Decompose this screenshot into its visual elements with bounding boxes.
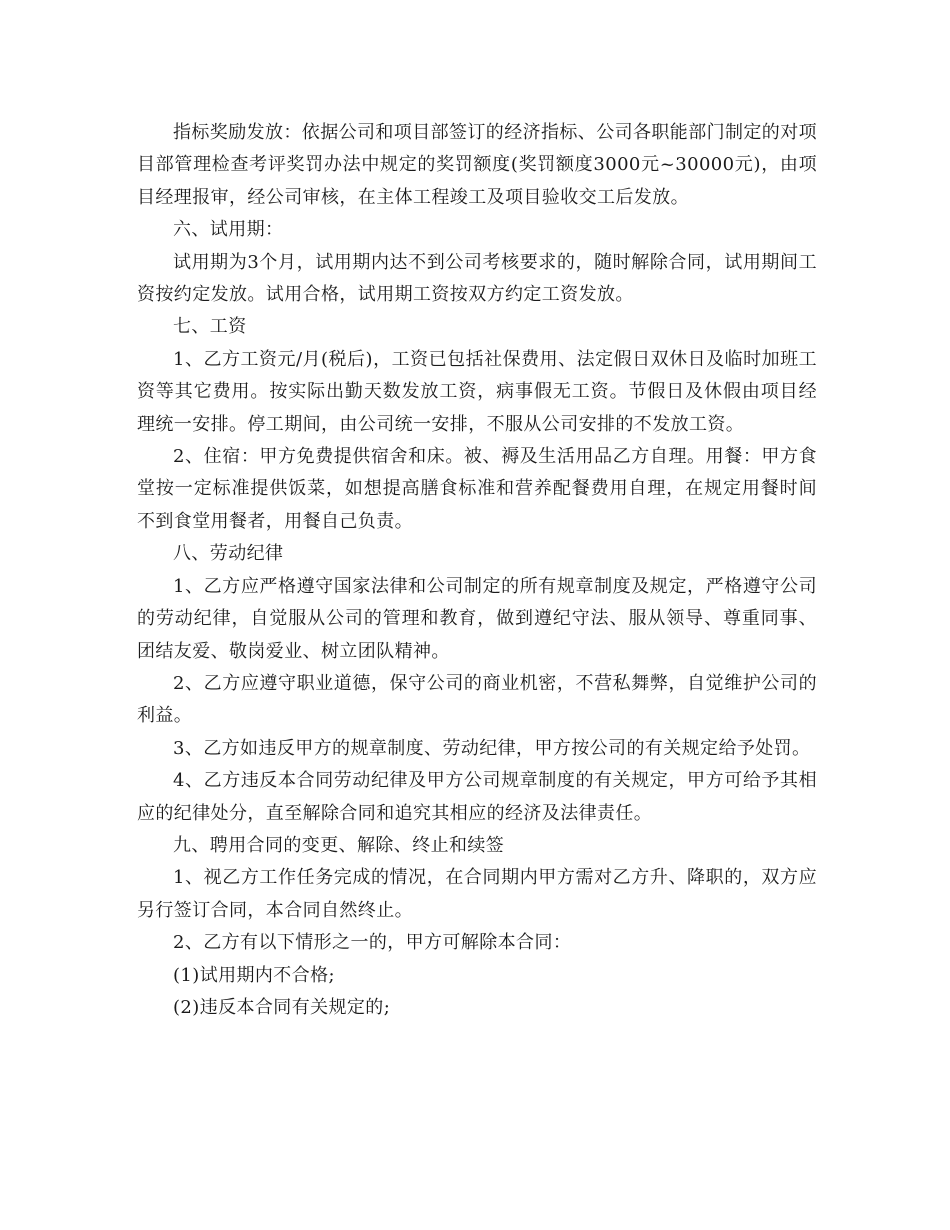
- paragraph-probation-terms: 试用期为3个月，试用期内达不到公司考核要求的，随时解除合同，试用期间工资按约定发放。试用合格，试用期工资按双方约定工资发放。: [137, 251, 817, 306]
- paragraph-salary-2-accommodation: 2、住宿：甲方免费提供宿舍和床。被、褥及生活用品乙方自理。用餐：甲方食堂按一定标准提供饭菜，如想提高膳食标准和营养配餐费用自理，在规定用餐时间不到食堂用餐者，用餐自己负责。: [137, 446, 817, 532]
- section-heading-salary: 七、工资: [173, 316, 247, 338]
- list-item-probation-failed: (1)试用期内不合格;: [173, 964, 335, 986]
- paragraph-discipline-3: 3、乙方如违反甲方的规章制度、劳动纪律，甲方按公司的有关规定给予处罚。: [173, 737, 811, 759]
- section-heading-contract-changes: 九、聘用合同的变更、解除、终止和续签: [173, 834, 505, 856]
- paragraph-salary-1: 1、乙方工资元/月(税后)，工资已包括社保费用、法定假日双休日及临时加班工资等其它费用。按实际出勤天数发放工资，病事假无工资。节假日及休假由项目经理统一安排。停工期间，由公司统一安排，不服从公司安排的不发放工资。: [137, 348, 817, 435]
- section-heading-labor-discipline: 八、劳动纪律: [173, 543, 284, 565]
- paragraph-discipline-2: 2、乙方应遵守职业道德，保守公司的商业机密，不营私舞弊，自觉维护公司的利益。: [137, 672, 817, 727]
- paragraph-discipline-4: 4、乙方违反本合同劳动纪律及甲方公司规章制度的有关规定，甲方可给予其相应的纪律处分，直至解除合同和追究其相应的经济及法律责任。: [137, 770, 817, 824]
- paragraph-contract-change-2: 2、乙方有以下情形之一的，甲方可解除本合同：: [173, 932, 572, 954]
- paragraph-indicator-bonus: 指标奖励发放：依据公司和项目部签订的经济指标、公司各职能部门制定的对项目部管理检查考评奖罚办法中规定的奖罚额度(奖罚额度3000元~30000元)，由项目经理报审，经公司审核，在主体工程竣工及项目验收交工后发放。: [137, 122, 817, 208]
- list-item-contract-violation: (2)违反本合同有关规定的;: [173, 996, 391, 1018]
- section-heading-probation: 六、试用期：: [173, 219, 284, 241]
- paragraph-discipline-1: 1、乙方应严格遵守国家法律和公司制定的所有规章制度及规定，严格遵守公司的劳动纪律，自觉服从公司的管理和教育，做到遵纪守法、服从领导、尊重同事、团结友爱、敬岗爱业、树立团队精神。: [137, 575, 817, 662]
- paragraph-contract-change-1: 1、视乙方工作任务完成的情况，在合同期内甲方需对乙方升、降职的，双方应另行签订合同，本合同自然终止。: [137, 867, 817, 921]
- document-body: [137, 117, 817, 1024]
